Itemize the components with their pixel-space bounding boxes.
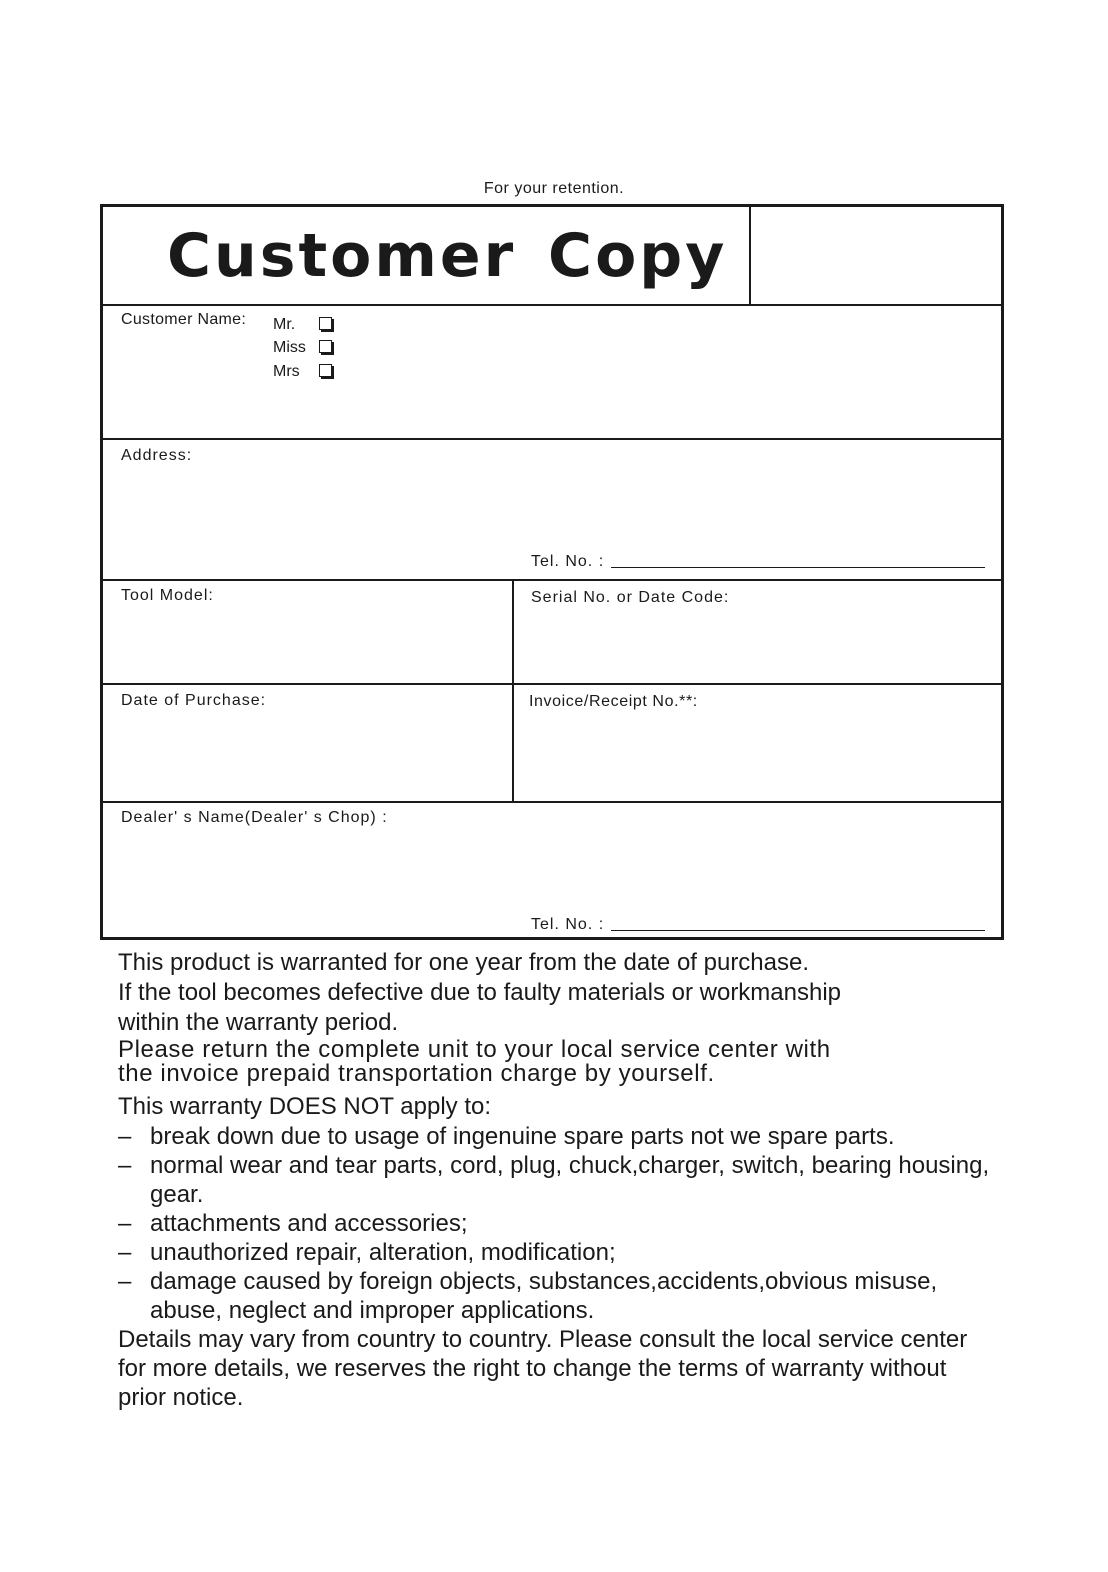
- form-title: Customer Copy: [167, 221, 728, 291]
- title-divider: [749, 207, 751, 304]
- exclusion-item: – break down due to usage of ingenuine spare parts not we spare parts.: [118, 1122, 1008, 1151]
- exclusion-item: – attachments and accessories;: [118, 1209, 1008, 1238]
- address-tel-field[interactable]: [611, 567, 985, 568]
- warranty-line: within the warranty period.: [118, 1009, 399, 1036]
- row-divider: [103, 438, 1001, 440]
- title-option-mrs[interactable]: [273, 363, 332, 381]
- warranty-line: Please return the complete unit to your local service center with: [118, 1036, 831, 1063]
- warranty-line: If the tool becomes defective due to faulty materials or workmanship: [118, 979, 842, 1006]
- miss-checkbox[interactable]: [319, 340, 332, 353]
- mrs-checkbox[interactable]: [319, 364, 332, 377]
- dealer-tel-field[interactable]: [611, 930, 985, 931]
- address-tel-label: Tel. No. :: [531, 553, 605, 570]
- warranty-terms: [118, 948, 1008, 1412]
- title-option-label: Mrs: [273, 363, 300, 380]
- column-divider: [512, 579, 514, 801]
- dealer-tel-label: Tel. No. :: [531, 916, 605, 933]
- title-option-mr[interactable]: [273, 316, 332, 334]
- address-label: Address:: [121, 447, 193, 464]
- title-option-label: Miss: [273, 339, 306, 356]
- warranty-line: the invoice prepaid transportation charge by yourself.: [118, 1060, 715, 1087]
- mr-checkbox[interactable]: [319, 317, 332, 330]
- title-option-miss[interactable]: [273, 339, 332, 357]
- row-divider: [103, 801, 1001, 803]
- exclusion-item: – damage caused by foreign objects, substances,accidents,obvious misuse, abuse, neglect and improper applications.: [118, 1267, 1008, 1325]
- row-divider: [103, 683, 1001, 685]
- exclusion-item: – unauthorized repair, alteration, modification;: [118, 1238, 1008, 1267]
- serial-label: Serial No. or Date Code:: [531, 589, 730, 606]
- retention-note: For your retention.: [483, 180, 625, 197]
- row-divider: [103, 579, 1001, 581]
- exclusion-item: – normal wear and tear parts, cord, plug, chuck,charger, switch, bearing housing, gear.: [118, 1151, 1008, 1209]
- dealer-name-label: Dealer' s Name(Dealer' s Chop) :: [121, 809, 388, 826]
- warranty-line: This warranty DOES NOT apply to:: [118, 1093, 492, 1120]
- title-option-label: Mr.: [273, 316, 296, 333]
- customer-copy-form: [100, 204, 1004, 940]
- tool-model-label: Tool Model:: [121, 587, 214, 604]
- warranty-line: This product is warranted for one year from the date of purchase.: [118, 949, 810, 976]
- invoice-label: Invoice/Receipt No.**:: [529, 693, 698, 710]
- date-of-purchase-label: Date of Purchase:: [121, 692, 267, 709]
- row-divider: [103, 304, 1001, 306]
- exclusion-list: [118, 1122, 1008, 1325]
- warranty-closing: Details may vary from country to country. Please consult the local service center for more details, we reserves the right to change the terms of warranty without prior notice.: [118, 1326, 968, 1411]
- customer-name-label: Customer Name:: [121, 311, 247, 328]
